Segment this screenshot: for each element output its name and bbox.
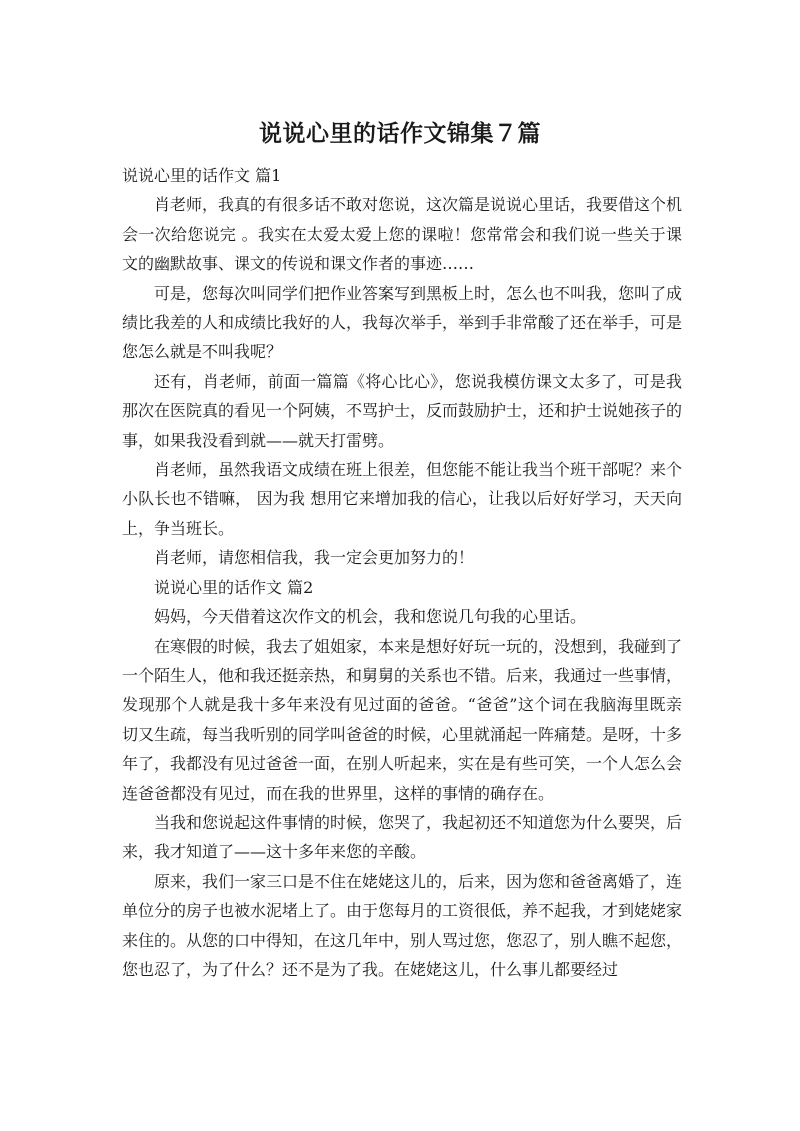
paragraph: 肖老师，请您相信我，我一定会更加努力的！ <box>154 548 475 568</box>
document-body <box>122 161 682 984</box>
paragraph: 可是，您每次叫同学们把作业答案写到黑板上时，怎么也不叫我，您叫了成绩比我差的人和成绩比我好的人，我每次举手，举到手非常酸了还在举手，可是您怎么就是不叫我呢？ <box>122 283 683 362</box>
paragraph: 肖老师，虽然我语文成绩在班上很差，但您能不能让我当个班干部呢？来个小队长也不错嘛， 因为我 想用它来增加我的信心，让我以后好好学习，天天向上，争当班长。 <box>122 460 683 538</box>
section-heading-2: 说说心里的话作文 篇2 <box>154 577 314 597</box>
document-title: 说说心里的话作文锦集７篇 <box>259 121 541 147</box>
paragraph: 在寒假的时候，我去了姐姐家，本来是想好好玩一玩的，没想到，我碰到了一个陌生人，他和我还挺亲热，和舅舅的关系也不错。后来，我通过一些事情，发现那个人就是我十多年来没有见过面的爸爸。“爸爸”这个词在我脑海里既亲切又生疏，每当我听别的同学叫爸爸的时候，心里就涌起一阵痛楚。是呀，十多年了，我都没有见过爸爸一面，在别人听起来，实在是有些可笑，一个人怎么会连爸爸都没有见过，而在我的世界里，这样的事情的确存在。 <box>122 636 683 803</box>
paragraph: 还有，肖老师，前面一篇篇《将心比心》，您说我模仿课文太多了，可是我那次在医院真的看见一个阿姨，不骂护士，反而鼓励护士，还和护士说她孩子的事，如果我没看到就——就天打雷劈。 <box>122 371 683 450</box>
paragraph: 原来，我们一家三口是不住在姥姥这儿的，后来，因为您和爸爸离婚了，连单位分的房子也被水泥堵上了。由于您每月的工资很低，养不起我，才到姥姥家来住的。从您的口中得知，在这几年中，别人骂过您，您忍了，别人瞧不起您，您也忍了，为了什么？还不是为了我。在姥姥这儿，什么事儿都要经过 <box>122 871 683 979</box>
paragraph: 妈妈，今天借着这次作文的机会，我和您说几句我的心里话。 <box>154 607 587 627</box>
paragraph: 当我和您说起这件事情的时候，您哭了，我起初还不知道您为什么要哭，后来，我才知道了——这十多年来您的辛酸。 <box>122 812 683 862</box>
paragraph: 肖老师，我真的有很多话不敢对您说，这次篇是说说心里话，我要借这个机会一次给您说完 。我实在太爱太爱上您的课啦！您常常会和我们说一些关于课文的幽默故事、课文的传说和课文作者的事迹…… <box>122 195 683 274</box>
section-heading-1: 说说心里的话作文 篇1 <box>122 166 282 185</box>
